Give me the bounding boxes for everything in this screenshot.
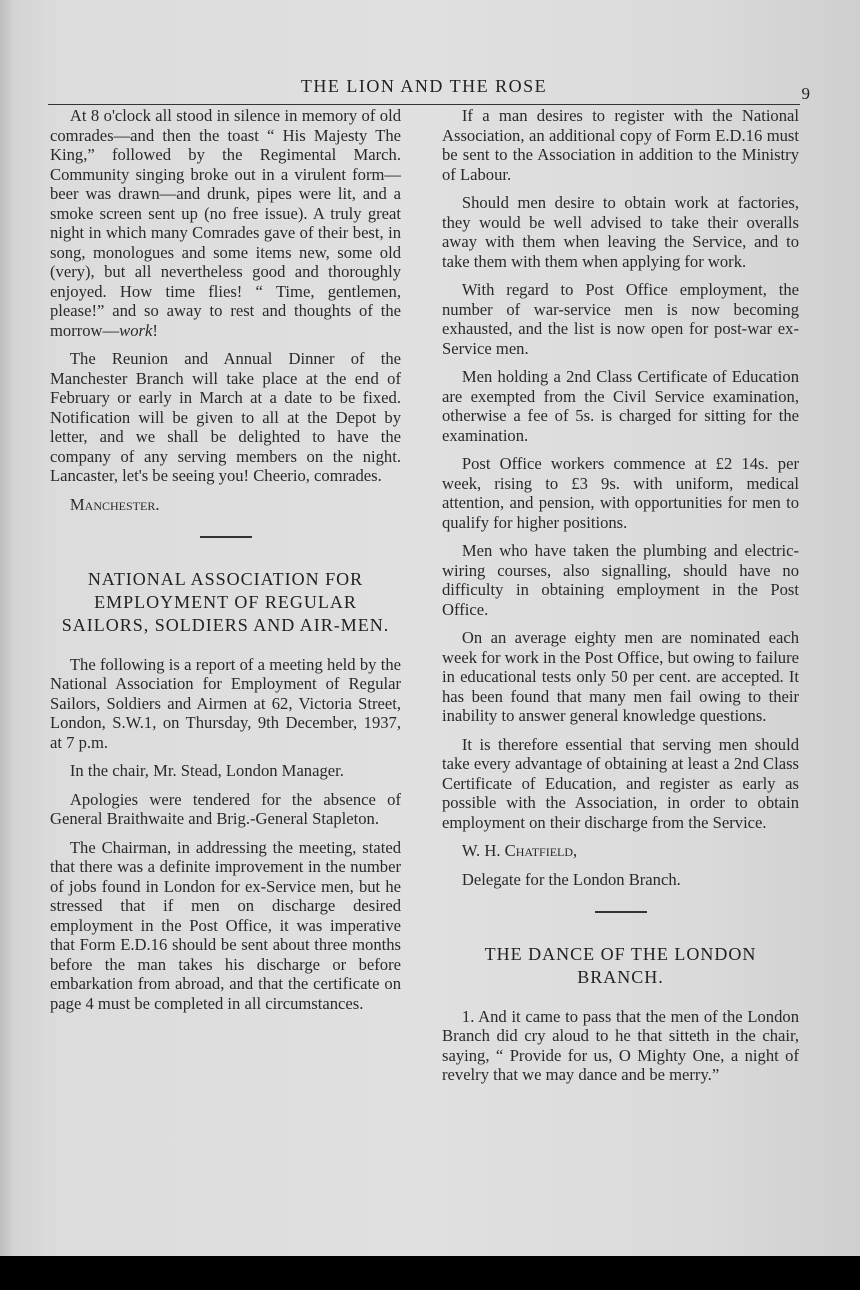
paragraph: Should men desire to obtain work at factories, they would be well advised to take their overalls away with them when leaving the Service, and to take them with them when applying for work. — [442, 193, 799, 271]
paragraph: Men holding a 2nd Class Certificate of Education are exempted from the Civil Service examination, otherwise a fee of 5s. is charged for sitting for the examination. — [442, 367, 799, 445]
signature: Manchester. — [69, 494, 160, 514]
paragraph: Apologies were tendered for the absence of General Braithwaite and Brig.-General Stapleton. — [50, 789, 401, 828]
paragraph: 1. And it came to pass that the men of the London Branch did cry aloud to he that sitteth in the chair, saying, “ Provide for us, O Mighty One, a night of revelry that we may dance and be merry.” — [442, 1006, 799, 1084]
left-column — [50, 106, 401, 1022]
section-divider — [200, 536, 252, 538]
signature-name: W. H. Chatfield, — [461, 841, 578, 860]
paragraph: The Chairman, in addressing the meeting, stated that there was a definite improvement in the number of jobs found in London for ex-Service men, but he stressed that if men on discharge desired employment in the Post Office, it was imperative that Form E.D.16 should be sent about three months before the man takes his discharge or before embarkation from abroad, and that the certificate on page 4 must be completed in all circumstances. — [50, 837, 401, 1013]
paragraph: If a man desires to register with the National Association, an additional copy of Form E.D.16 must be sent to the Association in addition to the Ministry of Labour. — [442, 106, 799, 184]
paragraph-text: At 8 o'clock all stood in silence in memory of old comrades—and then the toast “ His Majesty The King,” followed by the Regimental March. Community singing broke out in a virulent form—beer was drawn—and drunk, pipes were lit, and a smoke screen sent up (no free issue). A truly great night in which many Comrades gave of their best, in song, monologues and some items new, some old (very), but all nevertheless good and thoroughly enjoyed. How time flies! “ Time, gentlemen, please!” and so away to rest and thoughts of the morrow— — [50, 106, 401, 340]
italic-text: work — [119, 320, 153, 340]
paragraph: In the chair, Mr. Stead, London Manager. — [69, 761, 344, 780]
paragraph: With regard to Post Office employment, the number of war-service men is now becoming exhausted, and the list is now open for post-war ex-Service men. — [442, 280, 799, 358]
paragraph-text: ! — [152, 320, 158, 340]
paragraph: The Reunion and Annual Dinner of the Manchester Branch will take place at the end of February or early in March at a date to be fixed. Notification will be given to all at the Depot by letter, and we shall be delighted to have the company of any serving members on the night. Lancaster, let's be seeing you! Cheerio, comrades. — [50, 349, 401, 485]
paragraph: The following is a report of a meeting held by the National Association for Employment of Regular Sailors, Soldiers and Airmen at 62, Victoria Street, London, S.W.1, on Thursday, 9th December, 1937, at 7 p.m. — [50, 654, 401, 752]
article-heading: THE DANCE OF THE LONDON BRANCH. — [484, 943, 757, 987]
signature-role: Delegate for the London Branch. — [461, 869, 681, 889]
publication-title: THE LION AND THE ROSE — [300, 76, 548, 96]
paragraph: Men who have taken the plumbing and electric-wiring courses, also signalling, should have no difficulty in obtaining employment in the Post Office. — [442, 541, 799, 619]
paragraph — [50, 106, 401, 340]
paragraph: It is therefore essential that serving men should take every advantage of obtaining at least a 2nd Class Certificate of Education, and register as early as possible with the Association, in order to obtain employment on their discharge from the Service. — [442, 734, 799, 832]
article-heading: NATIONAL ASSOCIATION FOR EMPLOYMENT OF REGULAR SAILORS, SOLDIERS AND AIR-MEN. — [61, 568, 390, 635]
paragraph: Post Office workers commence at £2 14s. per week, rising to £3 9s. with uniform, medical attention, and pension, with opportunities for men to qualify for higher positions. — [442, 454, 799, 532]
right-column — [442, 106, 799, 1094]
page-number: 9 — [801, 84, 810, 103]
running-header — [48, 74, 810, 105]
section-divider — [595, 911, 647, 913]
paragraph: On an average eighty men are nominated each week for work in the Post Office, but owing to failure in educational tests only 50 per cent. are accepted. It has been found that many men fail owing to their inability to answer general knowledge questions. — [442, 628, 799, 725]
